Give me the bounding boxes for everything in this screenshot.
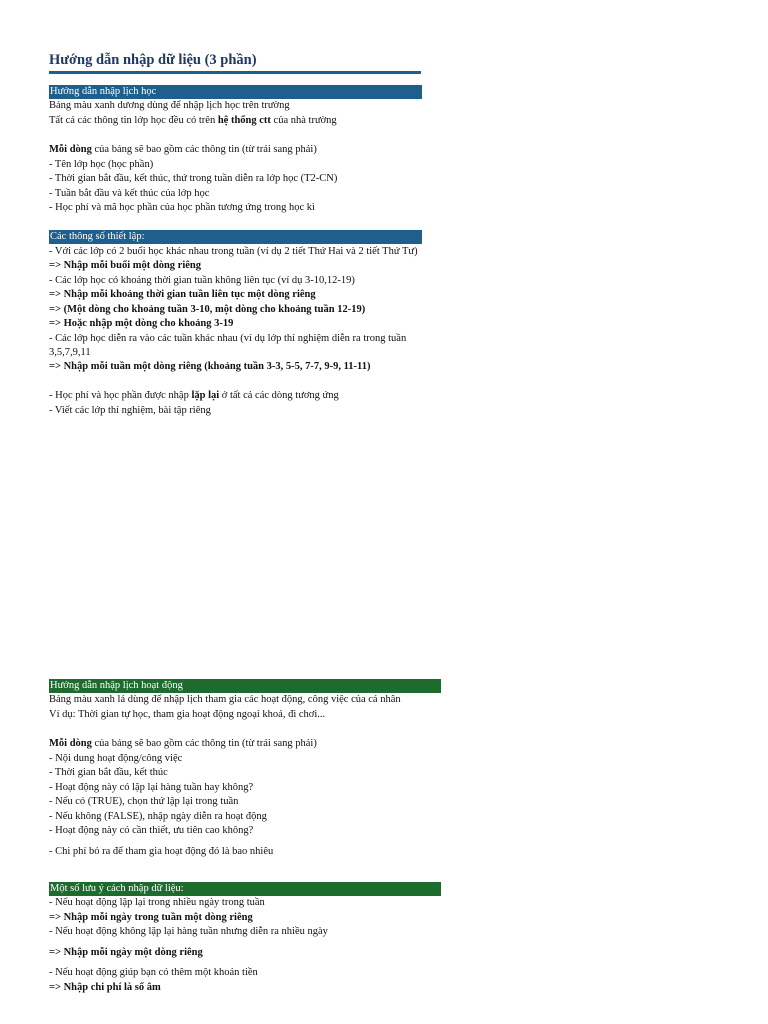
- text-line: - Học phí và học phần được nhập lặp lại ở tất cả các dòng tương ứng: [49, 390, 339, 401]
- list-item: - Nội dung hoạt động/công việc: [49, 752, 183, 764]
- text-line: => Nhập mỗi buổi một dòng riêng: [49, 260, 201, 271]
- text-line: - Nếu hoạt động giúp bạn có thêm một khoản tiền: [49, 967, 258, 978]
- section-header-settings: Các thông số thiết lập:: [49, 230, 422, 244]
- list-item: - Tuần bắt đầu và kết thúc của lớp học: [49, 187, 210, 199]
- page-title: Hướng dẫn nhập dữ liệu (3 phần): [49, 52, 421, 74]
- list-item: - Hoạt động này có lặp lại hàng tuần hay không?: [49, 781, 254, 793]
- text-line: - Các lớp học có khoảng thời gian tuần không liên tục (ví dụ 3-10,12-19): [49, 274, 355, 286]
- text-line: => Nhập mỗi tuần một dòng riêng (khoảng tuần 3-3, 5-5, 7-7, 9-9, 11-11): [49, 360, 371, 372]
- section-header-activity-schedule: Hướng dẫn nhập lịch hoạt động: [49, 679, 441, 693]
- text-line: => Nhập mỗi ngày một dòng riêng: [49, 946, 203, 958]
- list-item: - Nếu có (TRUE), chọn thứ lặp lại trong tuần: [49, 796, 239, 807]
- list-item: - Hoạt động này có cần thiết, ưu tiên cao không?: [49, 825, 254, 836]
- section-activity-schedule-body: [49, 693, 441, 859]
- section-notes-body: [49, 896, 441, 995]
- list-item: - Học phí và mã học phần của học phần tương ứng trong học kì: [49, 202, 315, 213]
- text-line: Mỗi dòng của bảng sẽ bao gồm các thông tin (từ trái sang phải): [49, 738, 317, 749]
- text-line: Bảng màu xanh lá dùng để nhập lịch tham gia các hoạt động, công việc của cá nhân: [49, 694, 401, 705]
- section-settings-body: [49, 245, 441, 418]
- text-line: - Với các lớp có 2 buổi học khác nhau trong tuần (ví dụ 2 tiết Thứ Hai và 2 tiết Thứ Tư): [49, 246, 418, 257]
- text-line: => (Một dòng cho khoảng tuần 3-10, một dòng cho khoảng tuần 12-19): [49, 303, 366, 315]
- text-line: => Nhập chi phí là số âm: [49, 981, 161, 993]
- text-line: - Các lớp học diễn ra vào các tuần khác nhau (ví dụ lớp thí nghiệm diễn ra trong tuần 3,5,7,9,11: [49, 332, 407, 358]
- section-header-notes: Một số lưu ý cách nhập dữ liệu:: [49, 882, 441, 896]
- list-item: - Thời gian bắt đầu, kết thúc, thứ trong tuần diễn ra lớp học (T2-CN): [49, 173, 338, 184]
- text-line: Tất cả các thông tin lớp học đều có trên hệ thống ctt của nhà trường: [49, 114, 337, 126]
- section-class-schedule-body: [49, 99, 421, 216]
- text-line: Mỗi dòng của bảng sẽ bao gồm các thông tin (từ trái sang phải): [49, 144, 317, 155]
- list-item: - Thời gian bắt đầu, kết thúc: [49, 767, 168, 778]
- list-item: - Nếu không (FALSE), nhập ngày diễn ra hoạt động: [49, 810, 267, 822]
- text-line: => Hoặc nhập một dòng cho khoảng 3-19: [49, 318, 234, 329]
- text-line: - Nếu hoạt động lặp lại trong nhiều ngày trong tuần: [49, 897, 265, 908]
- text-line: - Nếu hoạt động không lặp lại hàng tuần nhưng diễn ra nhiều ngày: [49, 926, 328, 937]
- section-header-class-schedule: Hướng dẫn nhập lịch học: [49, 85, 422, 99]
- list-item: - Tên lớp học (học phần): [49, 158, 154, 170]
- ctt-system-text: hệ thống ctt: [217, 114, 271, 126]
- text-line: => Nhập mỗi ngày trong tuần một dòng riêng: [49, 911, 253, 923]
- text-line: => Nhập mỗi khoảng thời gian tuần liên tục một dòng riêng: [49, 289, 316, 300]
- text-line: Bảng màu xanh dương dùng để nhập lịch học trên trường: [49, 100, 290, 111]
- text-line: - Chi phí bỏ ra để tham gia hoạt động đó là bao nhiêu: [49, 845, 274, 857]
- text-line: - Viết các lớp thí nghiệm, bài tập riêng: [49, 404, 211, 416]
- text-line: Ví dụ: Thời gian tự học, tham gia hoạt động ngoại khoá, đi chơi...: [49, 708, 326, 720]
